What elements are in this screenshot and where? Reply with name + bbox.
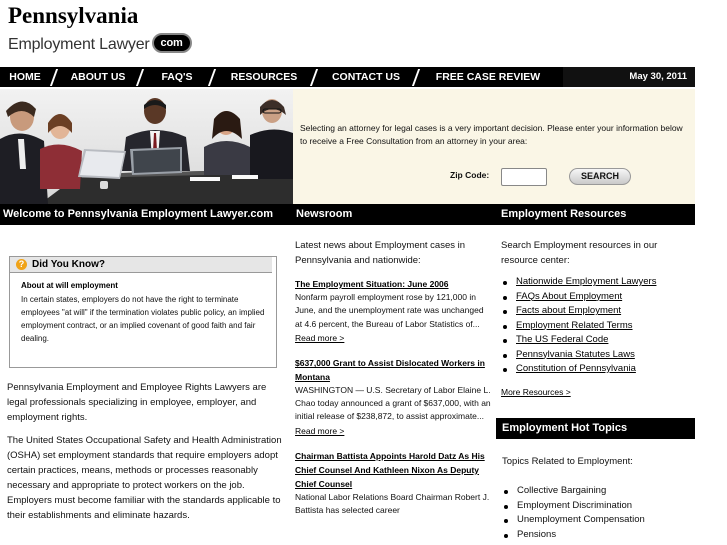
- news-article-body: National Labor Relations Board Chairman Robert J. Battista has selected career: [295, 491, 490, 516]
- nav-separator: [136, 67, 146, 87]
- list-item[interactable]: Pensions: [502, 528, 696, 543]
- nav-contact-us[interactable]: CONTACT US: [331, 71, 401, 83]
- site-header: [0, 0, 727, 66]
- did-you-know-header: [10, 257, 272, 273]
- nav-separator: [310, 67, 320, 87]
- resource-link-pa-constitution[interactable]: Constitution of Pennsylvania: [516, 363, 636, 374]
- welcome-header: Welcome to Pennsylvania Employment Lawyer.com: [0, 204, 293, 225]
- current-date: May 30, 2011: [629, 71, 687, 82]
- did-you-know-text: In certain states, employers do not have the right to terminate employees "at will" if the termination violates public policy, an implied employment contract, or an implied covenant of good faith and fair dealing.: [21, 295, 265, 343]
- hot-topics-column: [502, 454, 696, 542]
- news-article-title[interactable]: The Employment Situation: June 2006: [295, 279, 449, 289]
- list-item[interactable]: Collective Bargaining: [502, 484, 696, 499]
- site-title[interactable]: Pennsylvania: [8, 3, 139, 28]
- resources-header: Employment Resources: [496, 204, 695, 225]
- nav-separator: [412, 67, 422, 87]
- hero-intro-text: Selecting an attorney for legal cases is a very important decision. Please enter your information below to receive a Free Consultation from an attorney in your area:: [300, 123, 683, 146]
- nav-faqs[interactable]: FAQ'S: [161, 71, 193, 83]
- nav-free-case-review[interactable]: FREE CASE REVIEW: [435, 71, 541, 83]
- hero-photo: [0, 89, 293, 204]
- resource-link-facts[interactable]: Facts about Employment: [516, 305, 622, 316]
- resource-link-pa-statutes[interactable]: Pennsylvania Statutes Laws: [516, 348, 635, 360]
- list-item: [501, 348, 695, 363]
- site-subtitle-text: Employment Lawyer: [8, 36, 150, 54]
- list-item[interactable]: Unemployment Compensation: [502, 513, 696, 528]
- newsroom-column: [295, 238, 491, 517]
- nav-separator: [50, 67, 60, 87]
- zip-search-panel: [293, 89, 695, 204]
- did-you-know-subtitle: About at will employment: [21, 281, 118, 290]
- osha-paragraph: The United States Occupational Safety and Health Administration (OSHA) set employment standards that require employers adopt certain practices, means, methods or processes reasonably necessary and appropriate to protect workers on the job. Employers must become familiar with the standards applicable to their establishments and eliminate hazards.: [7, 435, 282, 521]
- nav-home[interactable]: HOME: [9, 71, 41, 83]
- resource-link-terms[interactable]: Employment Related Terms: [516, 319, 633, 331]
- news-article-body: WASHINGTON — U.S. Secretary of Labor Elaine L. Chao today announced a grant of $637,000, with an initial release of $238,872, to assist approximate...: [295, 384, 491, 422]
- list-item: [501, 304, 695, 319]
- resource-link-nationwide-lawyers[interactable]: Nationwide Employment Lawyers: [516, 276, 657, 287]
- resources-column: [501, 238, 695, 397]
- hot-topics-list: [502, 484, 696, 542]
- list-item[interactable]: Employment Discrimination: [502, 499, 696, 514]
- list-item: [501, 275, 695, 290]
- news-article-title[interactable]: Chairman Battista Appoints Harold Datz As His Chief Counsel And Kathleen Nixon As Deputy Chief Counsel: [295, 450, 485, 489]
- did-you-know-box: [9, 256, 277, 368]
- more-resources-link[interactable]: More Resources >: [501, 386, 571, 397]
- resource-link-faqs[interactable]: FAQs About Employment: [516, 290, 623, 302]
- hot-topics-header: Employment Hot Topics: [496, 418, 695, 439]
- main-nav: [0, 67, 695, 87]
- news-article-title[interactable]: $637,000 Grant to Assist Dislocated Workers in Montana: [295, 357, 485, 382]
- news-article-body: Nonfarm payroll employment rose by 121,000 in June, and the unemployment rate was unchanged at 4.6 percent, the Bureau of Labor Statistics of...: [295, 292, 484, 329]
- nav-resources[interactable]: RESOURCES: [230, 71, 298, 83]
- com-badge-logo: com: [152, 33, 192, 53]
- list-item: [501, 290, 695, 305]
- did-you-know-title: Did You Know?: [32, 259, 105, 270]
- resources-list: [501, 275, 695, 377]
- read-more-link[interactable]: Read more >: [295, 425, 345, 436]
- resource-link-federal-code[interactable]: The US Federal Code: [516, 334, 609, 345]
- newsroom-header: Newsroom: [293, 204, 496, 225]
- list-item: [501, 362, 695, 377]
- newsroom-intro: Latest news about Employment cases in Pennsylvania and nationwide:: [295, 240, 466, 266]
- search-button[interactable]: SEARCH: [569, 168, 631, 185]
- question-icon: ?: [16, 259, 27, 270]
- read-more-link[interactable]: Read more >: [295, 332, 345, 343]
- list-item: [501, 333, 695, 348]
- resources-intro: Search Employment resources in our resource center:: [501, 240, 658, 266]
- business-meeting-image: [0, 89, 293, 204]
- zip-code-input[interactable]: [501, 168, 547, 186]
- intro-paragraph: Pennsylvania Employment and Employee Rights Lawyers are legal professionals specializing in employee, employer, and employment rights.: [7, 382, 267, 423]
- nav-separator: [208, 67, 218, 87]
- nav-about-us[interactable]: ABOUT US: [70, 71, 126, 83]
- zip-code-label: Zip Code:: [450, 170, 490, 180]
- site-subtitle[interactable]: [8, 35, 192, 55]
- list-item: [501, 319, 695, 334]
- hot-topics-intro: Topics Related to Employment:: [502, 456, 633, 467]
